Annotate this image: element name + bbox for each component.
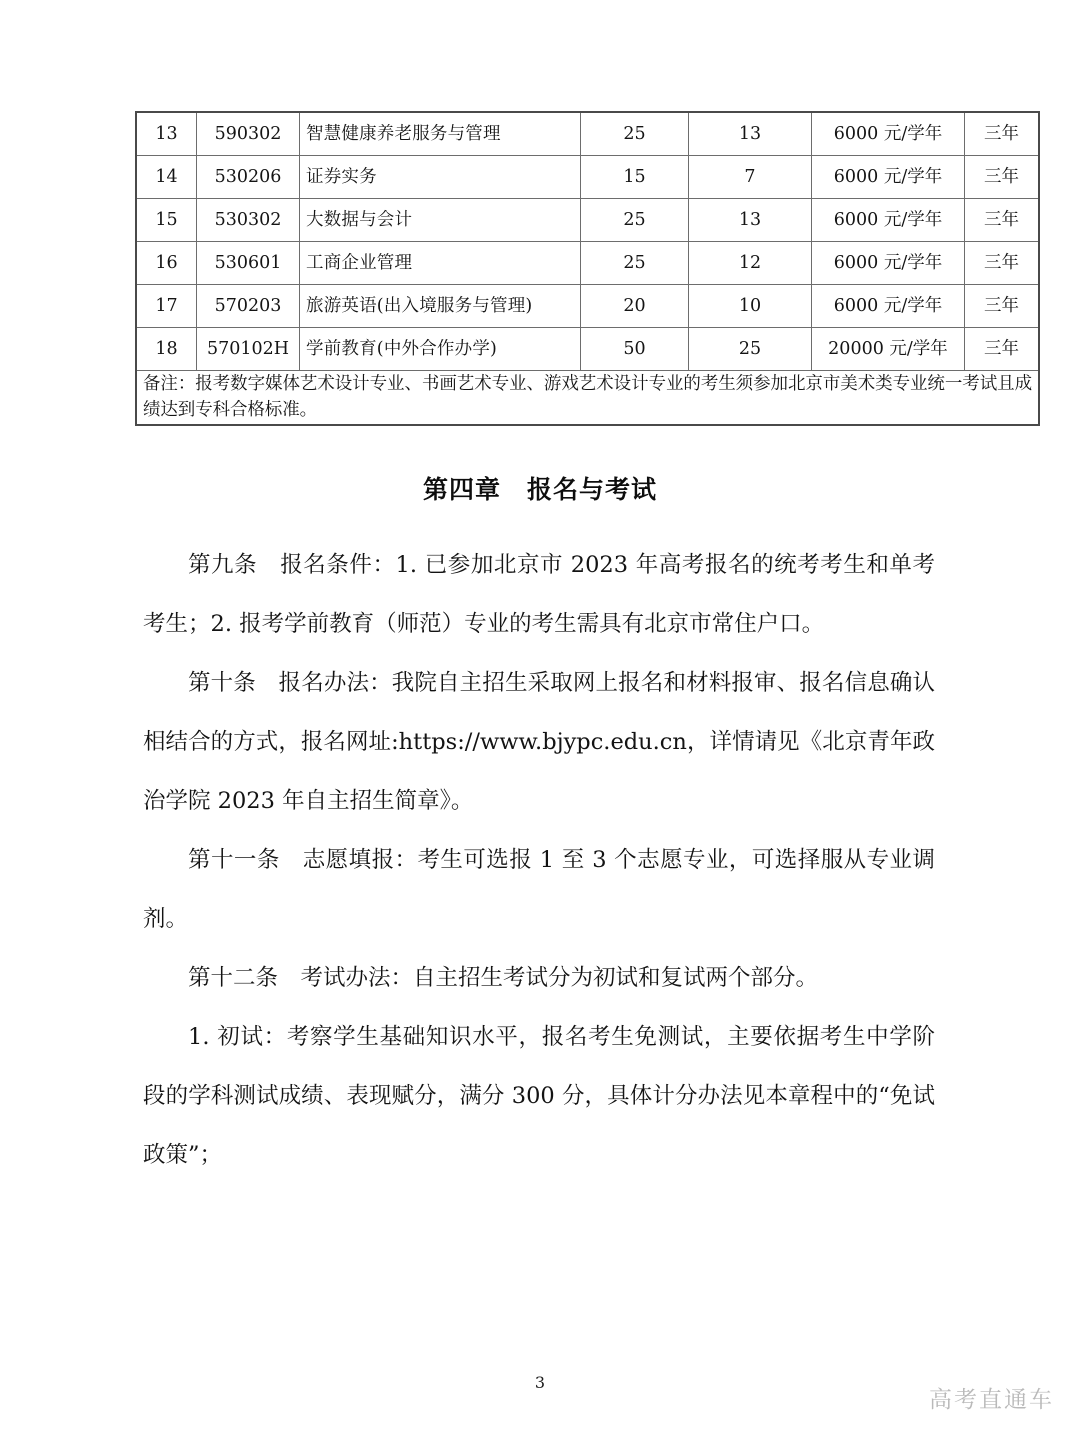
cell-fee: 6000 元/学年 xyxy=(812,199,965,242)
cell-major-name: 智慧健康养老服务与管理 xyxy=(300,112,581,156)
cell-years: 三年 xyxy=(965,242,1040,285)
cell-code: 530206 xyxy=(197,156,300,199)
cell-zizhu: 13 xyxy=(689,112,812,156)
cell-fee: 6000 元/学年 xyxy=(812,156,965,199)
paragraph-article-12: 第十二条 考试办法：自主招生考试分为初试和复试两个部分。 xyxy=(188,965,819,991)
cell-code: 590302 xyxy=(197,112,300,156)
cell-years: 三年 xyxy=(965,112,1040,156)
major-plan-table-container xyxy=(135,111,1032,426)
cell-fee: 6000 元/学年 xyxy=(812,242,965,285)
cell-fee: 6000 元/学年 xyxy=(812,112,965,156)
table-row xyxy=(136,328,1039,371)
cell-major-name: 证券实务 xyxy=(300,156,581,199)
cell-plan: 20 xyxy=(581,285,689,328)
cell-plan: 25 xyxy=(581,199,689,242)
major-plan-table xyxy=(135,111,1040,426)
cell-zizhu: 13 xyxy=(689,199,812,242)
table-row xyxy=(136,242,1039,285)
body-text-container xyxy=(143,536,935,1185)
table-note-row xyxy=(136,371,1039,425)
cell-major-name: 学前教育(中外合作办学) xyxy=(300,328,581,371)
cell-major-name: 旅游英语(出入境服务与管理) xyxy=(300,285,581,328)
cell-zizhu: 7 xyxy=(689,156,812,199)
page-number: 3 xyxy=(534,1373,546,1392)
watermark: 高考直通车 xyxy=(929,1387,1054,1413)
cell-plan: 50 xyxy=(581,328,689,371)
cell-major-name: 大数据与会计 xyxy=(300,199,581,242)
cell-code: 530601 xyxy=(197,242,300,285)
paragraph-preliminary-exam: 1. 初试：考察学生基础知识水平，报名考生免测试，主要依据考生中学阶段的学科测试成绩、表现赋分，满分 300 分，具体计分办法见本章程中的“免试政策”； xyxy=(143,1024,935,1168)
table-note-text: 备注：报考数字媒体艺术设计专业、书画艺术专业、游戏艺术设计专业的考生须参加北京市美术类专业统一考试且成绩达到专科合格标准。 xyxy=(136,371,1039,425)
paragraph-article-10: 第十条 报名办法：我院自主招生采取网上报名和材料报审、报名信息确认相结合的方式，报名网址:https://www.bjypc.edu.cn，详情请见《北京青年政治学院 2023 年自主招生简章》。 xyxy=(143,670,935,814)
cell-plan: 25 xyxy=(581,242,689,285)
cell-years: 三年 xyxy=(965,285,1040,328)
cell-plan: 15 xyxy=(581,156,689,199)
paragraph-article-9: 第九条 报名条件：1. 已参加北京市 2023 年高考报名的统考考生和单考考生；2. 报考学前教育（师范）专业的考生需具有北京市常住户口。 xyxy=(143,552,935,637)
cell-code: 530302 xyxy=(197,199,300,242)
cell-fee: 20000 元/学年 xyxy=(812,328,965,371)
cell-years: 三年 xyxy=(965,199,1040,242)
paragraph-article-11: 第十一条 志愿填报：考生可选报 1 至 3 个志愿专业，可选择服从专业调剂。 xyxy=(143,847,935,932)
cell-index: 14 xyxy=(136,156,197,199)
chapter-heading: 第四章 报名与考试 xyxy=(422,475,657,504)
table-row xyxy=(136,285,1039,328)
table-row xyxy=(136,156,1039,199)
cell-code: 570203 xyxy=(197,285,300,328)
table-body xyxy=(136,112,1039,425)
cell-major-name: 工商企业管理 xyxy=(300,242,581,285)
cell-code: 570102H xyxy=(197,328,300,371)
table-row xyxy=(136,112,1039,156)
cell-zizhu: 25 xyxy=(689,328,812,371)
cell-index: 18 xyxy=(136,328,197,371)
cell-plan: 25 xyxy=(581,112,689,156)
cell-index: 15 xyxy=(136,199,197,242)
cell-index: 16 xyxy=(136,242,197,285)
cell-zizhu: 10 xyxy=(689,285,812,328)
cell-index: 13 xyxy=(136,112,197,156)
cell-fee: 6000 元/学年 xyxy=(812,285,965,328)
cell-years: 三年 xyxy=(965,328,1040,371)
cell-years: 三年 xyxy=(965,156,1040,199)
table-row xyxy=(136,199,1039,242)
cell-index: 17 xyxy=(136,285,197,328)
cell-zizhu: 12 xyxy=(689,242,812,285)
